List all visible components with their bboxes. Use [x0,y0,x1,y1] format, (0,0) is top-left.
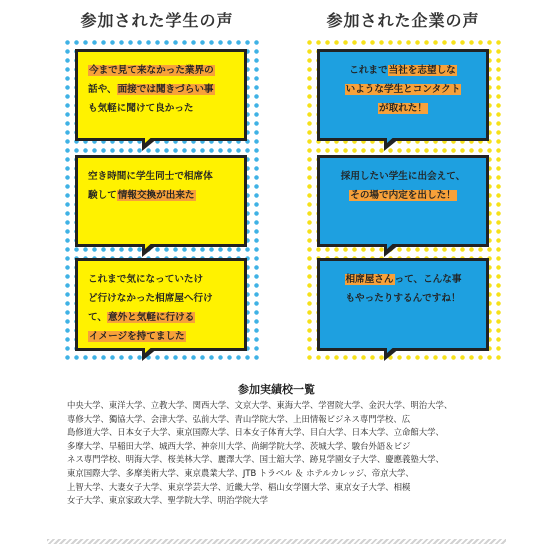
bubble-text: これまで気になっていたけ [88,274,204,285]
highlighted-text: 当社を志望しな [388,65,456,76]
bubble-line [88,167,234,186]
highlighted-text: 意外と気軽に行ける [108,312,195,323]
highlighted-text: いような学生とコンタクト [345,84,461,95]
bubble-text: 採用したい学生に出会えて、 [340,171,466,182]
bubble-line [88,327,234,346]
students-panel [63,38,259,364]
highlighted-text: 今まで見て来なかった業界の [89,65,214,76]
bubble-text: これまで [349,65,388,76]
student-voice-2 [75,155,247,247]
school-list [67,399,492,508]
bubble-line [330,99,476,118]
school-list-line: 上智大学、大妻女子大学、東京学芸大学、近畿大学、椙山女学園大学、東京女子大学、相模 [67,481,411,492]
company-voice-2 [317,155,489,247]
company-voice-1 [317,49,489,141]
bubble-line [88,289,234,308]
school-list-line: 中央大学、東洋大学、立教大学、関西大学、文京大学、東海大学、学習院大学、金沢大学、明治大学、 [67,400,453,410]
students-title: 参加された学生の声 [80,11,234,30]
bubble-text: ど行けなかった相席屋へ行け [88,293,213,304]
companies-title: 参加された企業の声 [326,11,480,30]
dashed-divider [47,539,506,544]
speech-tail-icon [384,138,400,151]
highlighted-text: その場で内定を出した！ [350,190,456,201]
school-list-line: 東京国際大学、多摩美術大学、東京農業大学、JTB トラベル ＆ ホテルカレッジ、帝京大学、 [67,467,414,478]
bubble-text: て、 [88,312,107,323]
bubble-text: もやったりするんですね！ [345,293,461,304]
bubble-line [330,61,476,80]
student-voice-3 [75,258,247,351]
bubble-line [330,167,476,186]
highlighted-text: イメージを持てました [89,331,185,342]
bubble-text: って、こんな事 [394,274,462,285]
bubble-text: も気軽に聞けて良かった [88,103,194,114]
highlighted-text: が取れた！ [379,103,427,114]
bubble-text: 話や、 [88,84,117,95]
bubble-line [88,80,234,99]
bubble-line [330,270,476,289]
bubble-text: 空き時間に学生同士で相席体 [88,171,213,182]
speech-tail-icon [384,244,400,257]
bubble-line [88,61,234,80]
speech-tail-icon [142,244,158,257]
bubble-line [88,308,234,327]
school-list-line: 多摩大学、早稲田大学、城西大学、神奈川大学、尚絅学院大学、茨城大学、駿台外語＆ビジ [67,440,411,451]
bubble-line [330,186,476,205]
bubble-line [88,186,234,205]
schools-title: 参加実績校一覧 [238,383,315,396]
bubble-line [88,99,234,118]
school-list-line: ネス専門学校、明海大学、桜美林大学、麗澤大学、国士舘大学、跡見学園女子大学、慶應義塾大学、 [67,454,444,465]
student-voice-1 [75,49,247,141]
highlighted-text: 相席屋さん [345,274,394,285]
bubble-line [330,80,476,99]
school-list-line: 女子大学、東京家政大学、聖学院大学、明治学院大学 [67,495,268,506]
highlighted-text: 面接では聞きづらい事 [117,84,214,95]
bubble-text: 験して [88,190,117,201]
company-voice-3 [317,258,489,351]
speech-tail-icon [142,138,158,151]
bubble-line [88,270,234,289]
speech-tail-icon [142,348,158,361]
bubble-line [330,289,476,308]
companies-panel [305,38,501,364]
speech-tail-icon [384,348,400,361]
school-list-line: 島修道大学、日本女子大学、東京国際大学、日本女子体育大学、目白大学、日本大学、立命館大学、 [67,427,444,438]
school-list-line: 専修大学、獨協大学、会津大学、弘前大学、青山学院大学、上田情報ビジネス専門学校、広 [67,413,411,424]
highlighted-text: 情報交換が出来た [117,190,195,201]
